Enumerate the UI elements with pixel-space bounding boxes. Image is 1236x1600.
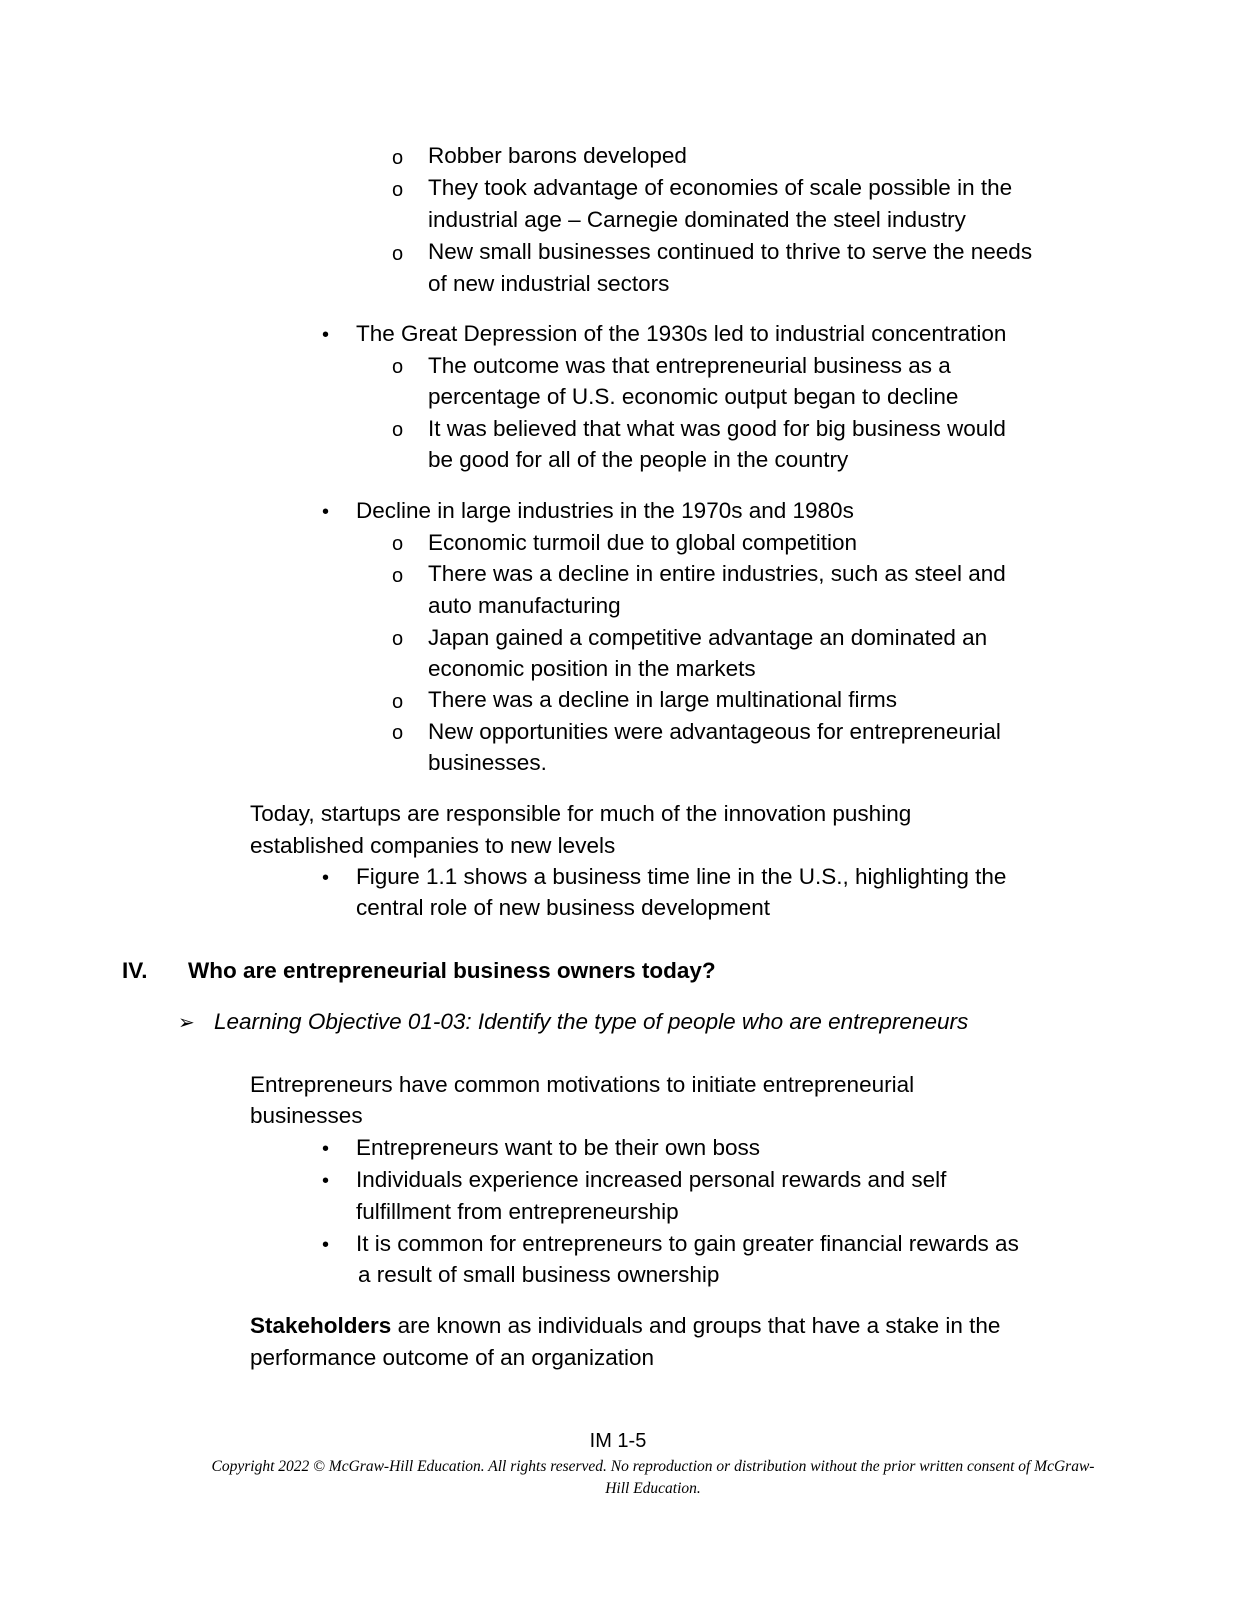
copyright-notice: Copyright 2022 © McGraw-Hill Education. All rights reserved. No reproduction or distribution without the prior written consent of McGraw-Hill Education.	[211, 1458, 1095, 1497]
paragraph-text: performance outcome of an organization	[250, 1345, 654, 1370]
sub-bullet-text: Japan gained a competitive advantage an dominated an	[428, 625, 988, 650]
sub-bullet-text: auto manufacturing	[428, 593, 621, 618]
stakeholders-definition: are known as individuals and groups that have a stake in the	[391, 1313, 1001, 1338]
bullet-marker: •	[322, 867, 330, 889]
sub-bullet-text: economic position in the markets	[428, 656, 756, 681]
sub-bullet-text: New opportunities were advantageous for entrepreneurial	[428, 719, 1001, 744]
bullet-text: Entrepreneurs want to be their own boss	[356, 1135, 760, 1160]
sub-bullet-text: businesses.	[428, 750, 547, 775]
sub-bullet-marker: o	[392, 691, 404, 713]
sub-bullet-text: It was believed that what was good for big business would	[428, 416, 1006, 441]
paragraph-text: Entrepreneurs have common motivations to initiate entrepreneurial	[250, 1072, 915, 1097]
stakeholders-paragraph	[250, 1310, 1000, 1342]
sub-bullet-marker: o	[392, 722, 404, 744]
sub-bullet-marker: o	[392, 628, 404, 650]
sub-bullet-text: of new industrial sectors	[428, 271, 670, 296]
paragraph-text: established companies to new levels	[250, 833, 616, 858]
sub-bullet-marker: o	[392, 147, 404, 169]
sub-bullet-text: The outcome was that entrepreneurial business as a	[428, 353, 951, 378]
learning-objective: Learning Objective 01-03: Identify the type of people who are entrepreneurs	[214, 1009, 969, 1034]
bullet-text: It is common for entrepreneurs to gain greater financial rewards as	[356, 1231, 1019, 1256]
sub-bullet-marker: o	[392, 243, 404, 265]
arrow-bullet-icon: ➢	[178, 1012, 195, 1034]
sub-bullet-marker: o	[392, 419, 404, 441]
bullet-text: Figure 1.1 shows a business time line in the U.S., highlighting the	[356, 864, 1007, 889]
section-numeral: IV.	[122, 958, 148, 983]
sub-bullet-text: They took advantage of economies of scale possible in the	[428, 175, 1013, 200]
bullet-text: The Great Depression of the 1930s led to industrial concentration	[356, 321, 1007, 346]
sub-bullet-text: New small businesses continued to thrive to serve the needs	[428, 239, 1033, 264]
sub-bullet-text: Robber barons developed	[428, 143, 687, 168]
bullet-marker: •	[322, 1138, 330, 1160]
section-title: Who are entrepreneurial business owners today?	[188, 958, 716, 983]
bullet-text: a result of small business ownership	[358, 1262, 720, 1287]
bullet-text: Decline in large industries in the 1970s and 1980s	[356, 498, 854, 523]
page-number: IM 1-5	[589, 1430, 647, 1452]
bullet-marker: •	[322, 1170, 330, 1192]
paragraph-text: Today, startups are responsible for much of the innovation pushing	[250, 801, 912, 826]
sub-bullet-marker: o	[392, 533, 404, 555]
bullet-text: central role of new business development	[356, 895, 770, 920]
sub-bullet-marker: o	[392, 356, 404, 378]
bullet-marker: •	[322, 324, 330, 346]
stakeholders-term: Stakeholders	[250, 1313, 392, 1338]
sub-bullet-text: percentage of U.S. economic output began to decline	[428, 384, 959, 409]
bullet-text: fulfillment from entrepreneurship	[356, 1199, 679, 1224]
bullet-marker: •	[322, 1234, 330, 1256]
sub-bullet-text: be good for all of the people in the country	[428, 447, 849, 472]
bullet-marker: •	[322, 501, 330, 523]
sub-bullet-marker: o	[392, 179, 404, 201]
sub-bullet-marker: o	[392, 565, 404, 587]
sub-bullet-text: There was a decline in entire industries, such as steel and	[428, 561, 1006, 586]
bullet-text: Individuals experience increased personal rewards and self	[356, 1167, 947, 1192]
sub-bullet-text: Economic turmoil due to global competition	[428, 530, 857, 555]
sub-bullet-text: There was a decline in large multinational firms	[428, 687, 897, 712]
paragraph-text: businesses	[250, 1103, 363, 1128]
sub-bullet-text: industrial age – Carnegie dominated the steel industry	[428, 207, 966, 232]
